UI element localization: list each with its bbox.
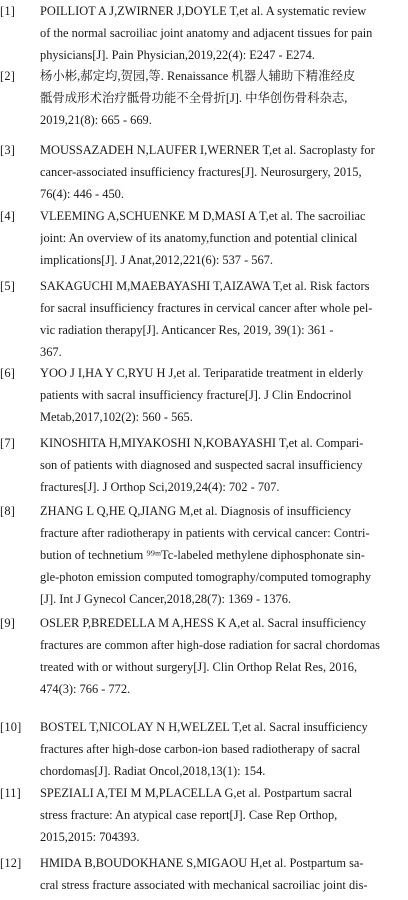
reference-text — [40, 362, 404, 428]
reference-text — [40, 716, 404, 782]
reference-line: MOUSSAZADEH N,LAUFER I,WERNER T,et al. Sacroplasty for — [40, 143, 375, 157]
reference-line: OSLER P,BREDELLA M A,HESS K A,et al. Sacral insufficiency — [40, 616, 367, 630]
reference-line: 2015,2015: 704393. — [40, 830, 140, 844]
reference-number: [7] — [0, 436, 16, 450]
reference-line: chordomas[J]. Radiat Oncol,2018,13(1): 154. — [40, 764, 266, 778]
reference-number: [4] — [0, 209, 16, 223]
reference-line: fractures after high-dose carbon-ion based radiotherapy of sacral — [40, 742, 361, 756]
reference-line: SAKAGUCHI M,MAEBAYASHI T,AIZAWA T,et al. Risk factors — [40, 279, 370, 293]
reference-line: cral stress fracture associated with mechanical sacroiliac joint dis- — [40, 878, 368, 892]
reference-line: cancer-associated insufficiency fractures[J]. Neurosurgery, 2015, — [40, 165, 362, 179]
reference-line: patients with sacral insufficiency fracture[J]. J Clin Endocrinol — [40, 388, 352, 402]
reference-text — [40, 205, 404, 271]
reference-line: implications[J]. J Anat,2012,221(6): 537 - 567. — [40, 253, 273, 267]
reference-line: fractures are common after high-dose radiation for sacral chordomas — [40, 638, 380, 652]
reference-number: [8] — [0, 504, 16, 518]
reference-line: physicians[J]. Pain Physician,2019,22(4): E247 - E274. — [40, 48, 315, 62]
reference-line: SPEZIALI A,TEI M M,PLACELLA G,et al. Postpartum sacral — [40, 786, 353, 800]
reference-line: fracture after radiotherapy in patients with cervical cancer: Contri- — [40, 526, 370, 540]
reference-text — [40, 275, 404, 363]
reference-line: Metab,2017,102(2): 560 - 565. — [40, 410, 193, 424]
reference-line: of the normal sacroiliac joint anatomy and adjacent tissues for pain — [40, 26, 373, 40]
reference-text — [40, 612, 404, 700]
reference-line: ZHANG L Q,HE Q,JIANG M,et al. Diagnosis of insufficiency — [40, 504, 352, 518]
reference-line: for sacral insufficiency fractures in cervical cancer after whole pel- — [40, 301, 373, 315]
reference-text — [40, 782, 404, 848]
reference-line: 76(4): 446 - 450. — [40, 187, 124, 201]
reference-line: 367. — [40, 345, 62, 359]
reference-text — [40, 65, 404, 131]
reference-line: stress fracture: An atypical case report[J]. Case Rep Orthop, — [40, 808, 338, 822]
reference-text — [40, 852, 404, 896]
reference-line: vic radiation therapy[J]. Anticancer Res, 2019, 39(1): 361 - — [40, 323, 334, 337]
reference-line: bution of technetium ⁹⁹ᵐTc-labeled methylene diphosphonate sin- — [40, 548, 365, 562]
reference-number: [6] — [0, 366, 16, 380]
reference-number: [12] — [0, 856, 22, 870]
reference-line: treated with or without surgery[J]. Clin Orthop Relat Res, 2016, — [40, 660, 358, 674]
reference-line: 杨小彬,郝定均,贺园,等. Renaissance 机器人辅助下精准经皮 — [40, 69, 356, 83]
reference-line: POILLIOT A J,ZWIRNER J,DOYLE T,et al. A systematic review — [40, 4, 367, 18]
reference-number: [11] — [0, 786, 21, 800]
reference-line: fractures[J]. J Orthop Sci,2019,24(4): 702 - 707. — [40, 480, 280, 494]
reference-line: 2019,21(8): 665 - 669. — [40, 113, 152, 127]
reference-number: [10] — [0, 720, 22, 734]
reference-text — [40, 432, 404, 498]
reference-text — [40, 139, 404, 205]
reference-line: [J]. Int J Gynecol Cancer,2018,28(7): 1369 - 1376. — [40, 592, 292, 606]
reference-number: [1] — [0, 4, 16, 18]
reference-line: VLEEMING A,SCHUENKE M D,MASI A T,et al. The sacroiliac — [40, 209, 366, 223]
reference-text — [40, 0, 404, 66]
reference-number: [3] — [0, 143, 16, 157]
reference-number: [2] — [0, 69, 16, 83]
reference-number: [9] — [0, 616, 16, 630]
reference-line: KINOSHITA H,MIYAKOSHI N,KOBAYASHI T,et al. Compari- — [40, 436, 364, 450]
reference-line: YOO J I,HA Y C,RYU H J,et al. Teriparatide treatment in elderly — [40, 366, 364, 380]
reference-line: BOSTEL T,NICOLAY N H,WELZEL T,et al. Sacral insufficiency — [40, 720, 368, 734]
reference-number: [5] — [0, 279, 16, 293]
reference-line: 骶骨成形术治疗骶骨功能不全骨折[J]. 中华创伤骨科杂志, — [40, 91, 348, 105]
reference-line: joint: An overview of its anatomy,function and potential clinical — [40, 231, 358, 245]
reference-line: HMIDA B,BOUDOKHANE S,MIGAOU H,et al. Postpartum sa- — [40, 856, 364, 870]
reference-line: son of patients with diagnosed and suspected sacral insufficiency — [40, 458, 363, 472]
reference-text — [40, 500, 404, 610]
reference-line: 474(3): 766 - 772. — [40, 682, 131, 696]
reference-line: gle-photon emission computed tomography/computed tomography — [40, 570, 372, 584]
